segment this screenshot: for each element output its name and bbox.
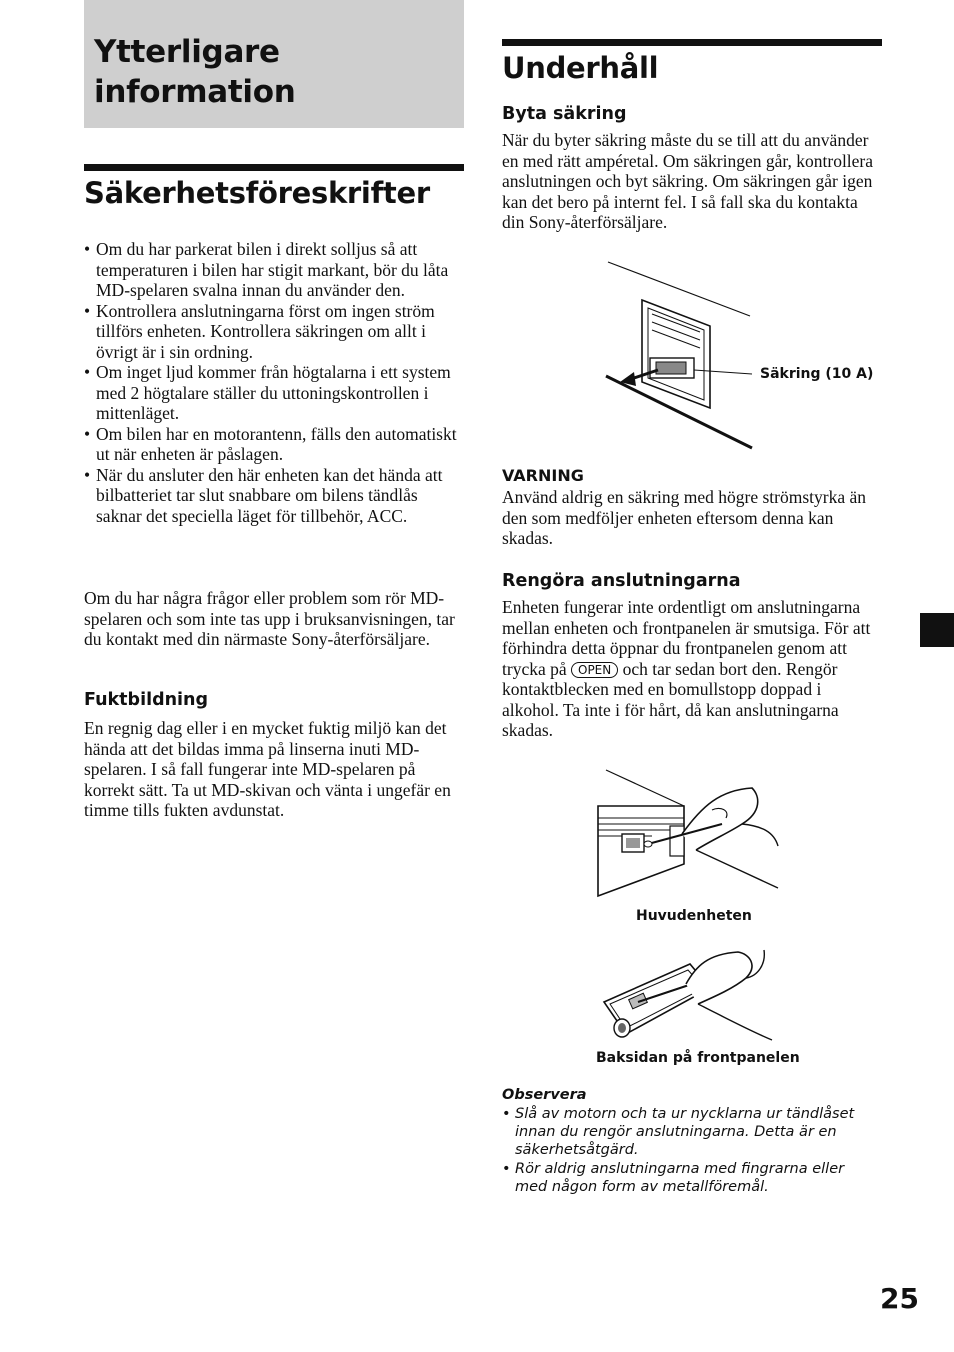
list-item: • Om du har parkerat bilen i direkt solljus så att temperaturen i bilen har stigit markant, bör du låta MD-spelaren svalna innan du använder den. bbox=[84, 239, 449, 300]
safety-bullet-list bbox=[84, 239, 464, 526]
fuse-illustration bbox=[600, 258, 760, 453]
open-key: OPEN bbox=[571, 662, 618, 678]
main-unit-caption: Huvudenheten bbox=[636, 908, 752, 924]
warning-heading: VARNING bbox=[502, 466, 584, 485]
questions-paragraph: Om du har några frågor eller problem som rör MD-spelaren och som inte tas upp i bruksanvisningen, tar du kontakt med din närmaste Sony-återförsäljare. bbox=[84, 588, 455, 649]
cleaning-text: Enheten fungerar inte ordentligt om anslutningarna mellan enheten och frontpanelen är smutsiga. För att förhindra detta öppnar du frontpanelen genom att trycka på OPEN och tar sedan bort den. Rengör kontaktblecken med en bomullstopp doppad i alkohol. Ta inte i för hårt, då kan anslutningarna skadas. bbox=[502, 597, 871, 740]
condensation-heading: Fuktbildning bbox=[84, 690, 209, 710]
section-tab-marker bbox=[920, 613, 954, 647]
front-panel-caption: Baksidan på frontpanelen bbox=[596, 1050, 800, 1066]
section-title: Ytterligare information bbox=[94, 34, 296, 110]
notes-list bbox=[502, 1105, 877, 1196]
maintenance-heading: Underhåll bbox=[502, 51, 659, 85]
page-number: 25 bbox=[880, 1282, 919, 1315]
fuse-text: När du byter säkring måste du se till att du använder en med rätt ampéretal. Om säkringen går, kontrollera anslutningen och byt säkring. Om säkringen går igen kan det bero på internt fel. I så fall ska du kontakta din Sony-återförsäljare. bbox=[502, 130, 874, 232]
fuse-heading: Byta säkring bbox=[502, 104, 627, 124]
list-item: • Om bilen har en motorantenn, fälls den automatiskt ut när enheten är påslagen. bbox=[84, 423, 457, 464]
safety-heading: Säkerhetsföreskrifter bbox=[84, 176, 430, 210]
list-item: • När du ansluter den här enheten kan det hända att bilbatteriet tar slut snabbare om bilens tändlås saknar det speciella läget för tillbehör, ACC. bbox=[84, 464, 443, 526]
main-unit-illustration bbox=[592, 766, 784, 902]
list-item: • Kontrollera anslutningarna först om ingen ström tillförs enheten. Kontrollera säkringen om allt i övrigt är i sin ordning. bbox=[84, 300, 435, 362]
section-title-box bbox=[84, 0, 464, 128]
warning-text: Använd aldrig en säkring med högre strömstyrka än den som medföljer enheten eftersom denna kan skadas. bbox=[502, 487, 867, 548]
cleaning-heading: Rengöra anslutningarna bbox=[502, 571, 741, 591]
condensation-text: En regnig dag eller i en mycket fuktig miljö kan det hända att det bildas imma på linserna inuti MD-spelaren. I så fall fungerar inte MD-spelaren på korrekt sätt. Ta ut MD-skivan och vänta i ungefär en timme tills fukten avdunstat. bbox=[84, 718, 451, 820]
list-item: • Slå av motorn och ta ur nycklarna ur tändlåset innan du rengör anslutningarna. Detta är en säkerhetsåtgärd. bbox=[502, 1106, 855, 1159]
heading-rule-left bbox=[84, 164, 464, 171]
list-item: • Om inget ljud kommer från högtalarna i ett system med 2 högtalare ställer du uttoningskontrollen i mittenläget. bbox=[84, 362, 451, 423]
heading-rule-right bbox=[502, 39, 882, 46]
notes-heading: Observera bbox=[502, 1087, 587, 1103]
front-panel-illustration bbox=[598, 944, 774, 1044]
list-item: • Rör aldrig anslutningarna med fingrarna eller med någon form av metallföremål. bbox=[502, 1160, 845, 1195]
fuse-label: Säkring (10 A) bbox=[760, 366, 874, 382]
